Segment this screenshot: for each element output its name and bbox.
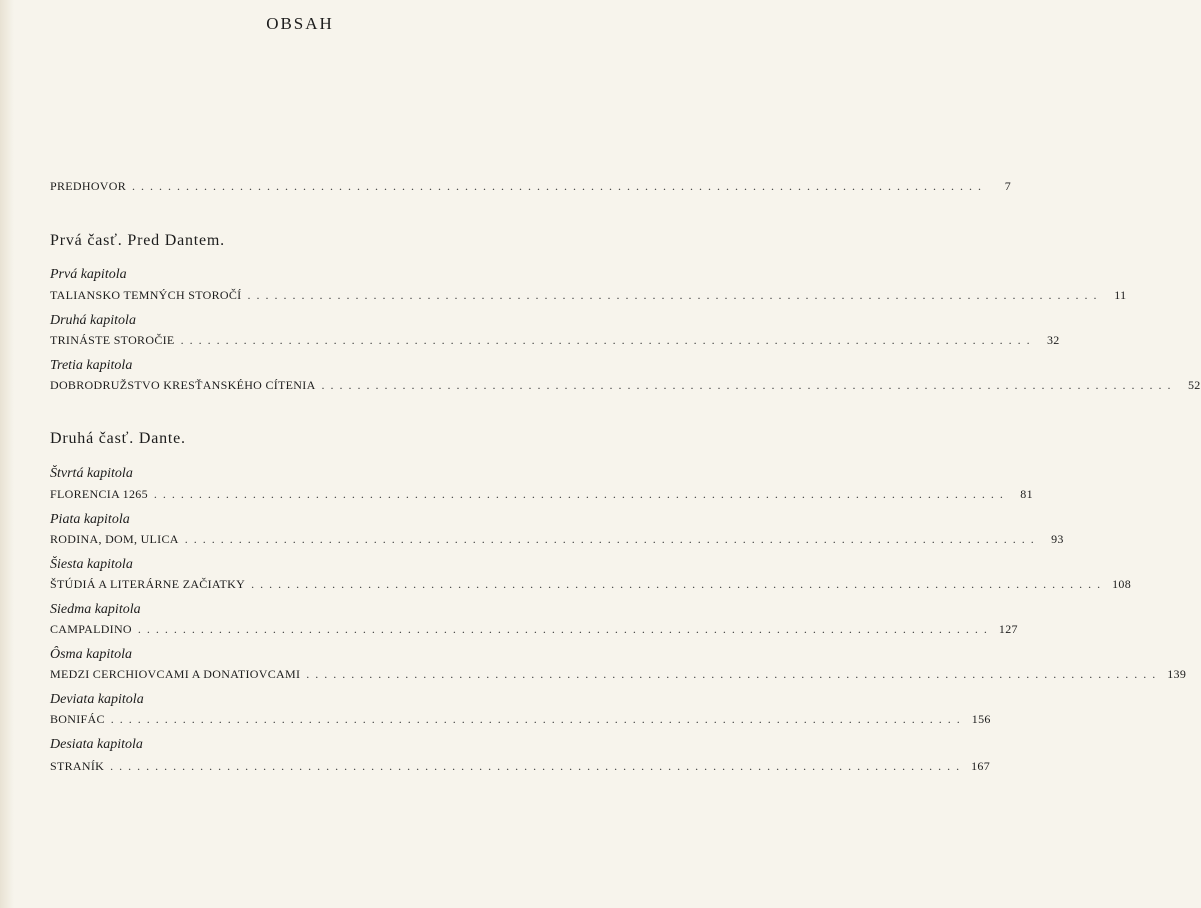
page-number: 32 (1046, 333, 1060, 347)
toc-entry[interactable] (50, 712, 991, 728)
chapter-label: Šiesta kapitola (50, 557, 133, 572)
page-number: 11 (1114, 288, 1127, 302)
chapter-label: Štvrtá kapitola (50, 466, 133, 481)
dot-leader: ............................................................................................... (132, 179, 988, 193)
part-heading: Druhá časť. Dante. (50, 430, 186, 447)
page-number: 167 (971, 759, 991, 773)
chapter-label: Prvá kapitola (50, 267, 127, 282)
chapter-label: Tretia kapitola (50, 358, 133, 373)
dot-leader: ............................................................................................... (321, 378, 1177, 392)
chapter-label: Deviata kapitola (50, 692, 144, 707)
page-number: 156 (971, 712, 991, 726)
chapter-label: Druhá kapitola (50, 313, 136, 328)
page-number: 139 (1167, 667, 1187, 681)
toc-entry[interactable] (50, 622, 1018, 638)
page-number: 127 (998, 622, 1018, 636)
dot-leader: ............................................................................................... (137, 622, 993, 636)
dot-leader: ............................................................................................... (110, 759, 966, 773)
dot-leader: ............................................................................................... (251, 577, 1107, 591)
entry-title: DOBRODRUŽSTVO KRESŤANSKÉHO CÍTENIA (50, 378, 316, 392)
chapter-label: Ôsma kapitola (50, 647, 133, 662)
dot-leader: ............................................................................................... (306, 667, 1162, 681)
entry-title: BONIFÁC (50, 712, 105, 726)
chapter-label: Piata kapitola (50, 512, 130, 527)
dot-leader: ............................................................................................... (153, 487, 1009, 501)
toc-entry[interactable] (50, 378, 1201, 394)
dot-leader: ............................................................................................... (247, 288, 1103, 302)
page-number: 108 (1112, 577, 1131, 591)
page-edge-shadow (0, 0, 14, 908)
dot-leader: ............................................................................................... (110, 712, 966, 726)
page-number: 7 (1004, 179, 1012, 193)
entry-title: FLORENCIA 1265 (50, 487, 148, 501)
chapter-label: Siedma kapitola (50, 602, 141, 617)
dot-leader: ............................................................................................... (180, 333, 1036, 347)
page-number: 52 (1187, 378, 1201, 392)
toc-entry-preface[interactable] (50, 179, 1012, 195)
toc-entry[interactable] (50, 487, 1033, 503)
chapter-label: Desiata kapitola (50, 737, 143, 752)
entry-title: MEDZI CERCHIOVCAMI A DONATIOVCAMI (50, 667, 301, 681)
entry-title: TALIANSKO TEMNÝCH STOROČÍ (50, 288, 242, 302)
toc-entry[interactable] (50, 333, 1060, 349)
part-heading: Prvá časť. Pred Dantem. (50, 232, 225, 249)
page-title: OBSAH (266, 14, 334, 33)
toc-entry[interactable] (50, 577, 1131, 593)
entry-title: STRANÍK (50, 759, 105, 773)
dot-leader: ............................................................................................... (184, 532, 1040, 546)
page-number: 93 (1051, 532, 1064, 546)
toc-entry[interactable] (50, 667, 1187, 683)
entry-title: TRINÁSTE STOROČIE (50, 333, 175, 347)
entry-title: CAMPALDINO (50, 622, 132, 636)
toc-entry[interactable] (50, 288, 1127, 304)
toc-entry[interactable] (50, 532, 1064, 548)
entry-title: ŠTÚDIÁ A LITERÁRNE ZAČIATKY (50, 577, 246, 591)
page-number: 81 (1020, 487, 1033, 501)
entry-title: RODINA, DOM, ULICA (50, 532, 179, 546)
entry-title: PREDHOVOR (50, 179, 127, 193)
toc-entry[interactable] (50, 759, 991, 775)
